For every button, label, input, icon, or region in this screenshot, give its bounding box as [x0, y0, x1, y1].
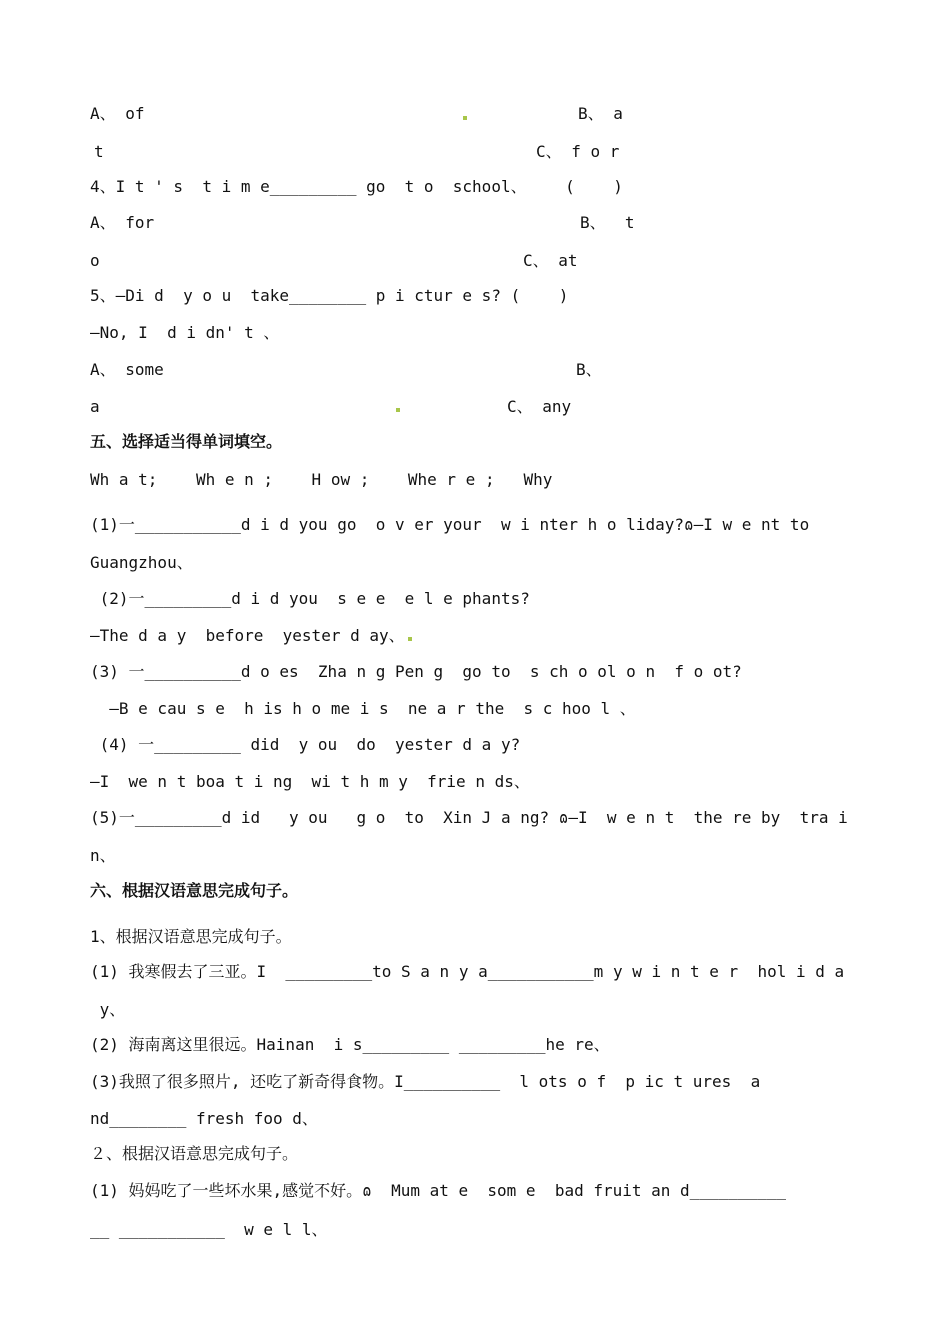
q4-option-a: A、 for — [90, 213, 155, 232]
q5-option-b: B、 — [576, 360, 602, 379]
section6-line: (2) 海南离这里很远。Hainan i s_________ _________he re、 — [90, 1035, 610, 1054]
q3-option-b-continued: t — [94, 142, 104, 161]
section5-line: (2)一_________d i d you s e e e l e phants? — [90, 589, 530, 608]
section5-line: —The d a y before yester d ay、 — [90, 626, 405, 645]
decorative-dot — [396, 408, 400, 412]
section5-line: —I we n t boa t i ng wi t h m y frie n ds、 — [90, 772, 530, 791]
q5-option-a: A、 some — [90, 360, 164, 379]
section5-line: (5)一_________d id y ou g o to Xin J a ng? ɷ—I w e n t the re by tra i — [90, 808, 848, 827]
q5-reply: —No, I d i dn' t 、 — [90, 323, 280, 342]
section5-line: —B e cau s e h is h o me i s ne a r the s c hoo l 、 — [90, 699, 636, 718]
q3-option-b: B、 a — [578, 104, 623, 123]
q3-option-c: C、 f o r — [536, 142, 620, 161]
q4-option-c: C、 at — [523, 251, 578, 270]
section6-line: y、 — [90, 1000, 126, 1019]
section5-word-bank: Wh a t; Wh e n ; H ow ; Whe r e ; Why — [90, 470, 553, 489]
section5-heading: 五、选择适当得单词填空。 — [90, 432, 283, 451]
q4-stem: 4、I t ' s t i m e_________ go t o school、 ( ) — [90, 177, 623, 196]
section6-subheading-2: ２、根据汉语意思完成句子。 — [90, 1144, 299, 1163]
q5-option-b-continued: a — [90, 397, 100, 416]
section6-line: __ ___________ w e l l、 — [90, 1220, 328, 1239]
q3-option-a: A、 of — [90, 104, 145, 123]
section6-line: nd________ fresh foo d、 — [90, 1109, 318, 1128]
section6-subheading-1: 1、根据汉语意思完成句子。 — [90, 927, 292, 946]
section6-line: (3)我照了很多照片, 还吃了新奇得食物。I__________ l ots o f p ic t ures a — [90, 1072, 761, 1091]
q4-option-b-continued: o — [90, 251, 100, 270]
decorative-dot — [408, 637, 412, 641]
section6-line: (1) 妈妈吃了一些坏水果,感觉不好。ɷ Mum at e som e bad fruit an d__________ — [90, 1181, 787, 1200]
section5-line: Guangzhou、 — [90, 553, 193, 572]
decorative-dot — [463, 116, 467, 120]
section5-line: n、 — [90, 846, 116, 865]
section5-line: (1)一___________d i d you go o v er your w i nter h o liday?ɷ—I w e nt to — [90, 515, 810, 534]
section6-heading: 六、根据汉语意思完成句子。 — [90, 881, 299, 900]
section6-line: (1) 我寒假去了三亚。I _________to S a n y a___________m y w i n t e r hol i d a — [90, 962, 845, 981]
q5-stem: 5、—Di d y o u take________ p i ctur e s? ( ) — [90, 286, 569, 305]
section5-line: (3) 一__________d o es Zha n g Pen g go to s ch o ol o n f o ot? — [90, 662, 742, 681]
section5-line: (4) 一_________ did y ou do yester d a y? — [90, 735, 521, 754]
q5-option-c: C、 any — [507, 397, 572, 416]
q4-option-b: B、 t — [580, 213, 635, 232]
